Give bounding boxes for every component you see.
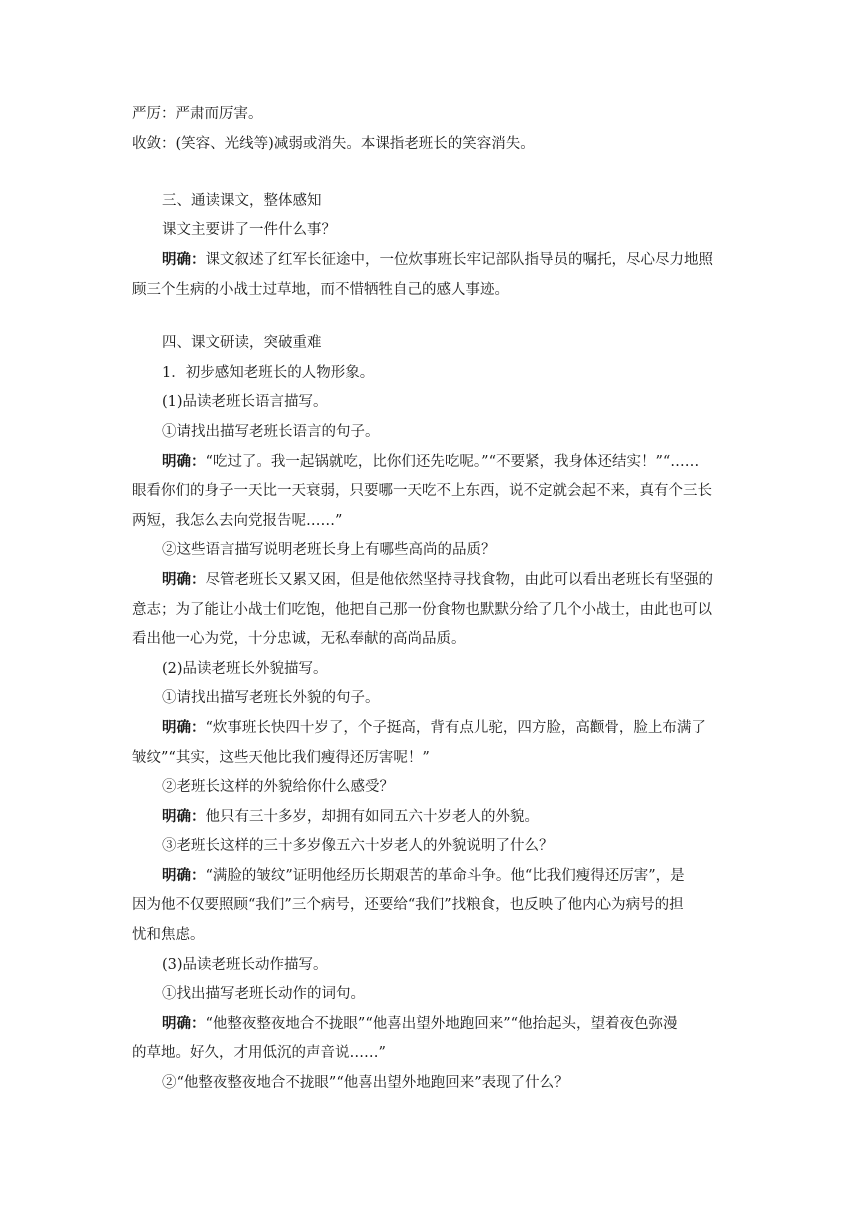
p3-answer1-line2: 的草地。好久，才用低沉的声音说……” xyxy=(132,1045,386,1061)
section3-answer-line2: 顾三个生病的小战士过草地，而不惜牺牲自己的感人事迹。 xyxy=(132,282,509,298)
p3-answer1-line1 xyxy=(162,1014,762,1034)
p2-answer3-line2: 因为他不仅要照顾“我们”三个病号，还要给“我们”找粮食，也反映了他内心为病号的担 xyxy=(132,897,684,913)
p3-heading: (3)品读老班长动作描写。 xyxy=(162,957,328,973)
p1-answer2-line1 xyxy=(162,570,762,590)
p1-question1: ①请找出描写老班长语言的句子。 xyxy=(162,424,380,440)
p3-question1: ①找出描写老班长动作的词句。 xyxy=(162,986,365,1002)
answer-text: “满脸的皱纹”证明他经历长期艰苦的革命斗争。他“比我们瘦得还厉害”，是 xyxy=(205,868,685,884)
section3-answer-line1 xyxy=(162,250,762,270)
p2-answer1-line1 xyxy=(162,718,762,738)
section4-item1: 1．初步感知老班长的人物形象。 xyxy=(162,365,375,381)
answer-text: 课文叙述了红军长征途中，一位炊事班长牢记部队指导员的嘱托，尽心尽力地照 xyxy=(205,252,713,268)
p1-heading: (1)品读老班长语言描写。 xyxy=(162,394,328,410)
section3-question: 课文主要讲了一件什么事？ xyxy=(162,222,336,238)
p1-question2: ②这些语言描写说明老班长身上有哪些高尚的品质？ xyxy=(162,542,496,558)
vocab-yanli: 严厉：严肃而厉害。 xyxy=(132,106,263,122)
p2-question2: ②老班长这样的外貌给你什么感受？ xyxy=(162,779,394,795)
section4-heading: 四、课文研读，突破重难 xyxy=(162,335,322,351)
answer-label: 明确： xyxy=(162,1015,206,1032)
p3-question2: ②“他整夜整夜地合不拢眼”“他喜出望外地跑回来”表现了什么？ xyxy=(162,1075,569,1091)
answer-label: 明确： xyxy=(162,867,206,884)
p2-question1: ①请找出描写老班长外貌的句子。 xyxy=(162,690,380,706)
p2-answer1-line2: 皱纹”“其实，这些天他比我们瘦得还厉害呢！” xyxy=(132,750,430,766)
p1-answer1-line2: 眼看你们的身子一天比一天衰弱，只要哪一天吃不上东西，说不定就会起不来，真有个三长 xyxy=(132,483,712,499)
answer-label: 明确： xyxy=(162,571,206,588)
p2-heading: (2)品读老班长外貌描写。 xyxy=(162,661,328,677)
answer-text: “他整夜整夜地合不拢眼”“他喜出望外地跑回来”“他抬起头，望着夜色弥漫 xyxy=(205,1016,678,1032)
p2-answer3-line1 xyxy=(162,866,762,886)
p1-answer1-line1 xyxy=(162,452,762,472)
answer-text: 尽管老班长又累又困，但是他依然坚持寻找食物，由此可以看出老班长有坚强的 xyxy=(205,572,713,588)
p1-answer1-line3: 两短，我怎么去向党报告呢……” xyxy=(132,513,343,529)
p2-answer3-line3: 忧和焦虑。 xyxy=(132,927,205,943)
answer-label: 明确： xyxy=(162,453,206,470)
answer-text: 他只有三十多岁，却拥有如同五六十岁老人的外貌。 xyxy=(205,809,539,825)
answer-label: 明确： xyxy=(162,719,206,736)
vocab-shoulian: 收敛：(笑容、光线等)减弱或消失。本课指老班长的笑容消失。 xyxy=(132,136,535,152)
p2-answer2-line1 xyxy=(162,807,762,827)
p1-answer2-line3: 看出他一心为党，十分忠诚，无私奉献的高尚品质。 xyxy=(132,631,466,647)
section3-heading: 三、通读课文，整体感知 xyxy=(162,193,322,209)
answer-text: “吃过了。我一起锅就吃，比你们还先吃呢。”“不要紧，我身体还结实！”“…… xyxy=(205,454,700,470)
p1-answer2-line2: 意志；为了能让小战士们吃饱，他把自己那一份食物也默默分给了几个小战士，由此也可以 xyxy=(132,602,712,618)
answer-label: 明确： xyxy=(162,808,206,825)
answer-text: “炊事班长快四十岁了，个子挺高，背有点儿驼，四方脸，高颧骨，脸上布满了 xyxy=(205,720,706,736)
p2-question3: ③老班长这样的三十多岁像五六十岁老人的外貌说明了什么？ xyxy=(162,838,554,854)
answer-label: 明确： xyxy=(162,251,206,268)
